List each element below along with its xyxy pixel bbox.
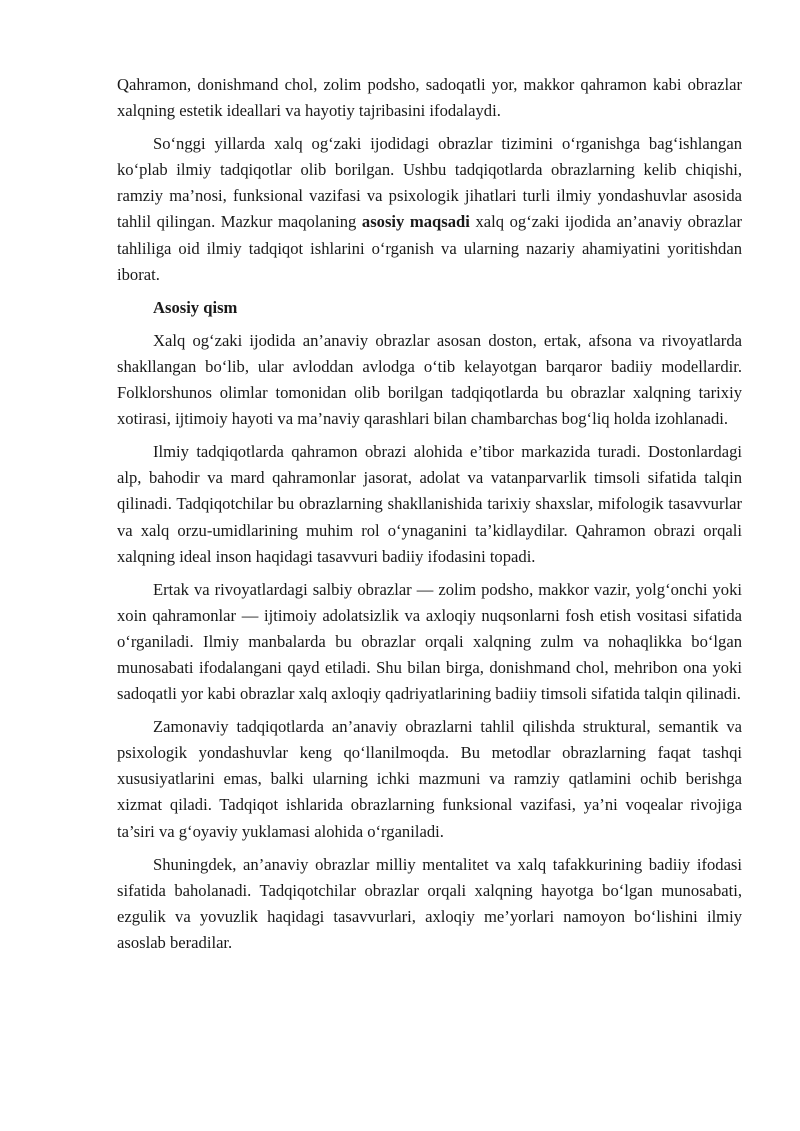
paragraph-negative-images: Ertak va rivoyatlardagi salbiy obrazlar — zolim podsho, makkor vazir, yolg‘onchi yoki xoin qahramonlar — ijtimoiy adolatsizlik va axloqiy nuqsonlarni fosh etish vositasi sifatida o‘rganiladi. Ilmiy manbalarda bu obrazlar orqali xalqning zulm va nohaqlikka bo‘lgan munosabati ifodalangani qayd etiladi. Shu bilan birga, donishmand chol, mehribon ona yoki sadoqatli yor kabi obrazlar xalq axloqiy qadriyatlarining badiiy timsoli sifatida talqin qilinadi. bbox=[117, 579, 742, 704]
paragraph-traditional-images: Xalq og‘zaki ijodida an’anaviy obrazlar asosan doston, ertak, afsona va rivoyatlarda shakllangan bo‘lib, ular avloddan avlodga o‘tib kelayotgan barqaror badiiy modellardir. Folklorshunos olimlar tomonidan olib borilgan tadqiqotlarda bu obrazlar xalqning tarixiy xotirasi, ijtimoiy hayoti va ma’naviy qarashlari bilan chambarchas bog‘liq holda izohlanadi. bbox=[117, 330, 742, 429]
paragraph-research-overview bbox=[117, 131, 742, 288]
paragraph-modern-approaches: Zamonaviy tadqiqotlarda an’anaviy obrazlarni tahlil qilishda struktural, semantik va psixologik yondashuvlar keng qo‘llanilmoqda. Bu metodlar obrazlarning faqat tashqi xususiyatlarini emas, balki ularning ichki mazmuni va ramziy qatlamini ochib berishga xizmat qiladi. Tadqiqot ishlarida obrazlarning funksional vazifasi, ya’ni voqealar rivojiga ta’siri va g‘oyaviy yuklamasi alohida o‘rganiladi. bbox=[117, 717, 742, 841]
bold-phrase-main-goal: asosiy maqsadi bbox=[361, 212, 470, 232]
paragraph-hero-image: Ilmiy tadqiqotlarda qahramon obrazi alohida e’tibor markazida turadi. Dostonlardagi alp, bahodir va mard qahramonlar jasorat, adolat va vatanparvarlik timsoli sifatida talqin qilinadi. Tadqiqotchilar bu obrazlarning shakllanishida tarixiy shaxslar, mifologik tasavvurlar va xalq orzu-umidlarining muhim rol o‘ynaganini ta’kidlaydilar. Qahramon obrazi orqali xalqning ideal inson haqidagi tasavvuri badiiy ifodasini topadi. bbox=[117, 442, 742, 566]
paragraph-text: So‘nggi yillarda xalq og‘zaki ijodidagi obrazlar tizimini o‘rganishga bag‘ishlangan ko‘plab ilmiy tadqiqotlar olib borilgan. Ushbu tadqiqotlarda obrazlarning kelib chiqishi, ramziy ma’nosi, funksional vazifasi va psixologik jihatlari turli ilmiy yondashuvlar asosida tahlil qilingan. Mazkur maqolaning bbox=[117, 134, 742, 232]
paragraph-text: xalq og‘zaki ijodida an’anaviy obrazlar tahliliga oid ilmiy tadqiqot ishlarini o‘rganish va ularning nazariy ahamiyatini yoritishdan iborat. bbox=[117, 212, 742, 284]
paragraph-intro-continuation: Qahramon, donishmand chol, zolim podsho, sadoqatli yor, makkor qahramon kabi obrazlar xalqning estetik ideallari va hayotiy tajribasini ifodalaydi. bbox=[117, 75, 742, 121]
section-heading-main-part: Asosiy qism bbox=[153, 297, 238, 317]
paragraph-national-mentality: Shuningdek, an’anaviy obrazlar milliy mentalitet va xalq tafakkurining badiiy ifodasi sifatida baholanadi. Tadqiqotchilar obrazlar orqali xalqning hayotga bo‘lgan munosabati, ezgulik va yovuzlik haqidagi tasavvurlari, axloqiy me’yorlari namoyon bo‘lishini ilmiy asoslab beradilar. bbox=[117, 854, 742, 952]
